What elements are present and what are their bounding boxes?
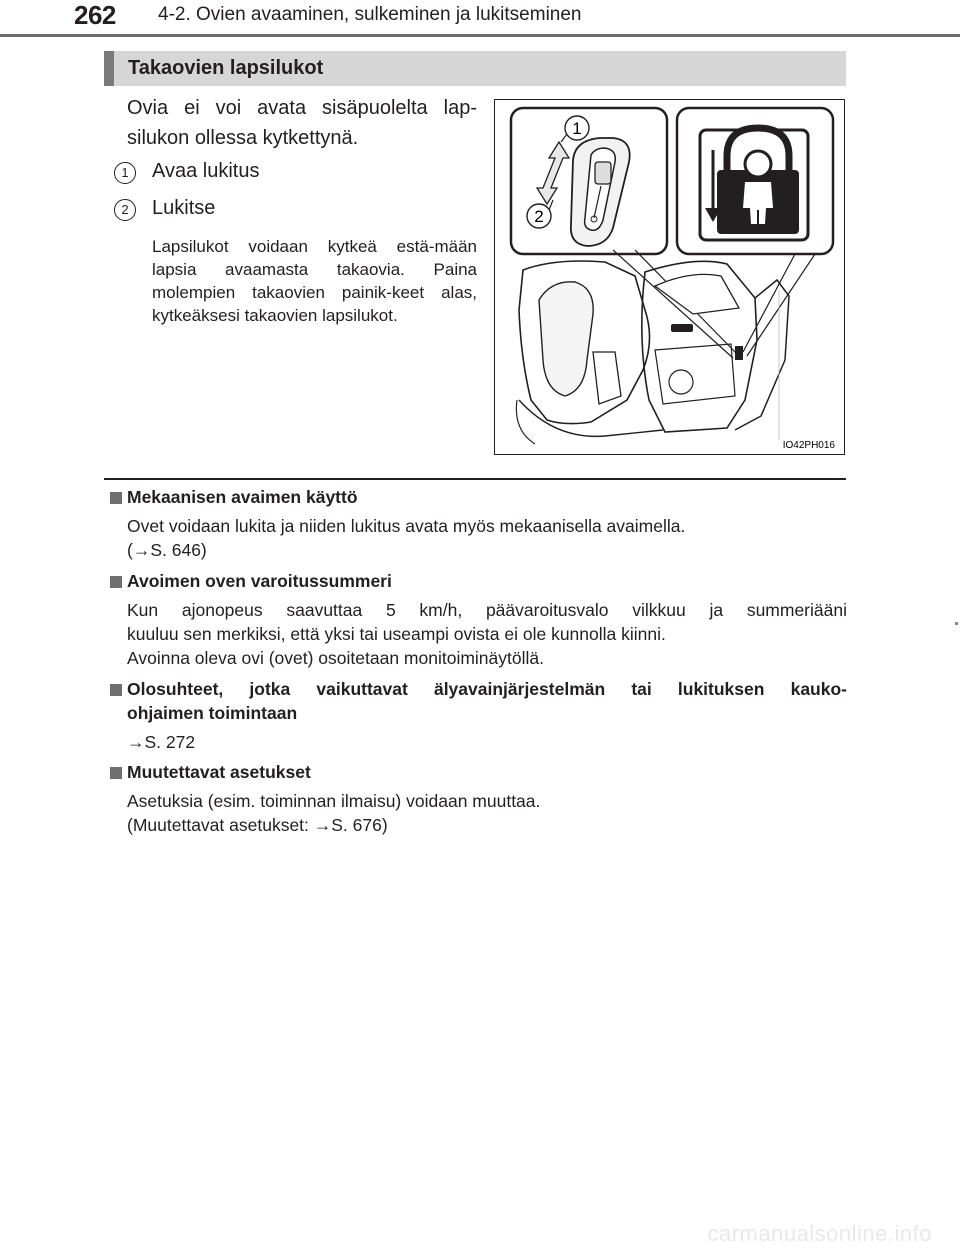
child-lock-description: Lapsilukot voidaan kytkeä estä-mään lapsia avaamasta takaovia. Paina molempien takaovien painik-keet alas, kytkeäksesi takaovien lapsilukot. (152, 237, 477, 325)
chapter-title: 4-2. Ovien avaaminen, sulkeminen ja lukitseminen (158, 4, 582, 25)
bullet-square-icon (110, 684, 122, 696)
note-text-line: Ovet voidaan lukita ja niiden lukitus avata myös mekaanisella avaimella. (127, 516, 686, 536)
child-lock-illustration (494, 99, 845, 455)
page-reference: →S. 272 (127, 732, 196, 752)
note-heading-smart-key-conditions: Olosuhteet, jotka vaikuttavat älyavainjärjestelmän tai lukituksen kauko- (127, 679, 847, 699)
note-heading-customizable-settings: Muutettavat asetukset (127, 762, 311, 782)
page-reference: (→S. 646) (127, 540, 207, 560)
note-text-line: Kun ajonopeus saavuttaa 5 km/h, päävaroitusvalo vilkkuu ja summeriääni (127, 600, 847, 620)
watermark: carmanualsonline.info (707, 1221, 932, 1246)
callout-1: 1 (572, 119, 582, 138)
section-title: Takaovien lapsilukot (128, 57, 324, 79)
note-heading-mechanical-key: Mekaanisen avaimen käyttö (127, 487, 358, 507)
note-text-line: Asetuksia (esim. toiminnan ilmaisu) voidaan muuttaa. (127, 791, 541, 811)
item-label-unlock: Avaa lukitus (152, 160, 260, 182)
note-text-line: Avoinna oleva ovi (ovet) osoitetaan monitoiminäytöllä. (127, 648, 544, 668)
note-heading-door-warning-buzzer: Avoimen oven varoitussummeri (127, 571, 392, 591)
item-number-1: 1 (114, 162, 136, 184)
page-number: 262 (74, 0, 116, 30)
note-heading-continued: ohjaimen toimintaan (127, 703, 298, 723)
figure-code: IO42PH016 (782, 440, 835, 451)
item-number-2: 2 (114, 199, 136, 221)
lead-paragraph: Ovia ei voi avata sisäpuolelta lap-silukon ollessa kytkettynä. (127, 97, 477, 149)
section-bar-accent (104, 51, 114, 86)
note-text-line: kuuluu sen merkiksi, että yksi tai useampi ovista ei ole kunnolla kiinni. (127, 624, 666, 644)
section-heading-bar (104, 51, 846, 86)
door-illustration (495, 100, 843, 453)
page-reference: (Muutettavat asetukset: →S. 676) (127, 815, 388, 835)
item-label-lock: Lukitse (152, 197, 216, 219)
bullet-square-icon (110, 767, 122, 779)
bullet-square-icon (110, 576, 122, 588)
margin-mark (955, 622, 958, 625)
section-divider (104, 478, 846, 480)
bullet-square-icon (110, 492, 122, 504)
header-rule (0, 34, 960, 37)
callout-2: 2 (534, 207, 544, 226)
